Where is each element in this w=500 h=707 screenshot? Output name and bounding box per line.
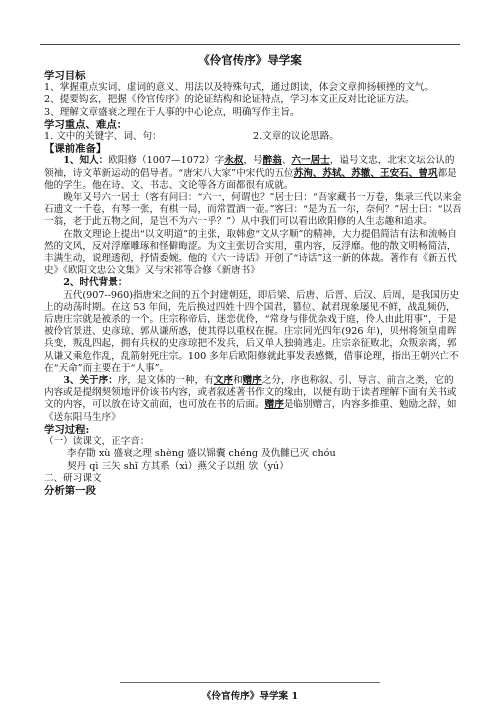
process-heading: 学习过程: bbox=[44, 423, 90, 436]
process-step-1: （一）读课文，正字音： bbox=[44, 436, 150, 448]
goals-heading: 学习目标 bbox=[44, 70, 86, 82]
preface-text: 和 bbox=[232, 375, 243, 387]
author-text: ，谥号文忠，北宋文坛公认的领袖，诗文革新运动的倡导者。“唐宋八大家”中宋代的五位 bbox=[44, 155, 455, 179]
preface-type-1: 文序 bbox=[213, 375, 233, 387]
keypoints-heading: 学习重点、难点： bbox=[44, 118, 128, 131]
section-background bbox=[44, 277, 462, 289]
pinyin-line-1: 李存勖 xù 盛衰之理 shèng 盛以锦囊 chéng 及仇雠已灭 chóu bbox=[67, 448, 336, 460]
know-author-label: 1、知人： bbox=[63, 155, 109, 167]
author-paragraph-2: 晚年又号六一居士（客有问曰：“六一，何谓也？”居士曰：“吾家藏书一万卷，集录三代以来金石遗文一千卷，有琴一张，有棋一局，而常置酒一壶。”客曰：“是为五一尔，奈何？”居士曰：“以吾一翁，老于此五物之间，是岂不为六一乎？”）从中我们可以看出欧阳修的人生志趣和追求。 bbox=[44, 192, 462, 228]
preface-label: 3、关于序： bbox=[63, 375, 118, 387]
process-step-2: 二、研习课文 bbox=[44, 472, 102, 484]
section-about-preface bbox=[44, 375, 462, 424]
page-title: 《伶官传序》导学案 bbox=[198, 53, 302, 67]
prep-heading: 【课前准备】 bbox=[44, 143, 107, 156]
courtesy-name: 永叔 bbox=[224, 155, 244, 167]
goal-item-3: 3、理解文章盛衰之理在于人事的中心论点，明确写作主旨。 bbox=[44, 106, 300, 118]
keypoints-row bbox=[44, 131, 462, 143]
preface-type-2: 赠序 bbox=[242, 375, 262, 387]
header-rule bbox=[40, 44, 460, 45]
author-text: ，号 bbox=[243, 155, 263, 167]
art-name-2: 六一居士 bbox=[291, 155, 330, 167]
author-text: 都是他的学生。他在诗、文、书志、文论等各方面都很有成就。 bbox=[44, 167, 457, 191]
student-names: 苏洵、苏轼、苏辙、王安石、曾巩 bbox=[293, 167, 438, 179]
goal-item-2: 2、提要钩玄，把握《伶官传序》的论证结构和论证特点，学习本文正反对比论证方法。 bbox=[44, 94, 415, 106]
preface-type-3: 赠序 bbox=[264, 399, 284, 411]
document-body bbox=[44, 70, 462, 497]
goal-item-1: 1、掌握重点实词、虚词的意义、用法以及特殊句式，通过朗读，体会文章抑扬顿挫的文气。 bbox=[44, 82, 434, 94]
author-paragraph-3: 在散文理论上提出“以文明道”的主张，取韩愈“文从字顺”的精神，大力提倡简洁有法和流畅自然的文风，反对浮靡雕琢和怪僻晦涩。为文主张切合实用，重内容，反浮靡。他的散文明畅简洁，丰满生动，说理透彻，抒情委婉。他的《六一诗话》开创了“诗话”这一新的体裁。著作有《新五代史》《欧阳文忠公文集》又与宋祁等合修《新唐书》 bbox=[44, 228, 457, 277]
process-step-3: 分析第一段 bbox=[44, 484, 96, 497]
background-label: 2、时代背景： bbox=[63, 277, 128, 289]
art-name-1: 醉翁 bbox=[262, 155, 282, 167]
pinyin-line-2: 契丹 qì 三矢 shǐ 方其系（xì）燕父子以组 欤（yú） bbox=[67, 460, 289, 472]
background-text: 五代(907--960)指唐宋之间的五个封建朝廷，即后梁、后唐、后晋、后汉、后周，是我国历史上的动荡时期。在这 53 年间，先后换过四姓十四个国君，篡位、弑君现象屡见不鲜，战乱频仍，后唐庄宗就是被杀的一个。庄宗称帝后，迷恋优伶，“常身与俳优杂戏于庭，伶人由此用事”，于是被伶官景进、史彦琼、郭从谦所惑，使其得以重权在握。庄宗同光四年(926 年)，贝州将领皇甫晖兵变，叛乱四起，拥有兵权的史彦琼把不发兵，后又单人独骑逃走。庄宗亲征败北，众叛亲离，郭从谦又乘危作乱，乱箭射死庄宗。100 多年后欧阳修就此事发表感慨，借事论理，指出王朝兴亡不在“天命”而主要在于“人事”。 bbox=[44, 289, 460, 374]
keypoint-item-1: 1. 文中的关键字、词、句： bbox=[44, 131, 162, 143]
preface-text: 是临别赠言，内容多推重、勉励之辞，如《送东阳马生序》 bbox=[44, 399, 457, 423]
author-text: 、 bbox=[281, 155, 292, 167]
footer-rule bbox=[120, 682, 380, 683]
preface-text: 之分，序也称叙、引、导言、前言之类，它的内容或是提纲契领地评价该书内容，或者叙述著书作文的缘由，以便有助于读者理解下面有关书或文的内容，可以放在诗文前面，也可放在书的后面。 bbox=[44, 375, 457, 411]
section-know-author bbox=[44, 155, 462, 192]
author-text: 欧阳修（1007—1072）字 bbox=[108, 155, 225, 167]
preface-text: 序，是文体的一种，有 bbox=[117, 375, 214, 387]
page-footer: 《伶官传序》导学案 1 bbox=[201, 691, 299, 702]
keypoint-item-2: 2.文章的议论思路。 bbox=[253, 131, 339, 143]
